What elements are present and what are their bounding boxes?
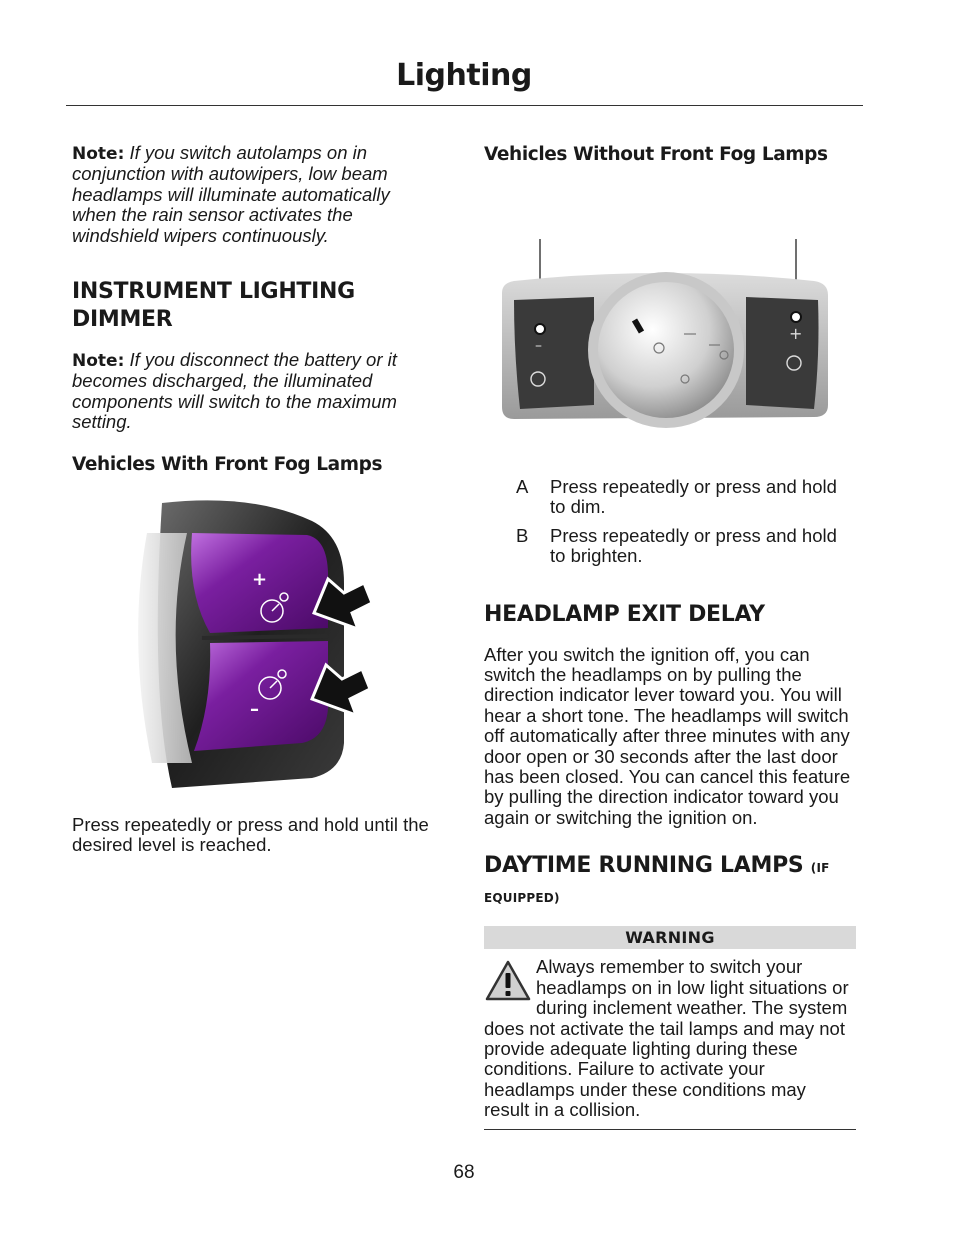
legend-text: Press repeatedly or press and hold to brighten. [550,524,837,567]
page-number: 68 [453,1162,475,1183]
minus-symbol: – [250,698,259,720]
warning-block [484,957,856,1120]
note-battery [72,350,432,433]
note-label: Note: [72,351,125,372]
legend-row [484,477,856,518]
plus-symbol: + [252,568,268,590]
legend-text: Press repeatedly or press and hold to dim. [550,476,837,518]
dial-minus-symbol: – [535,338,542,354]
note-body: If you switch autolamps on in conjunction with autowipers, low beam headlamps will illuminate automatically when the rain sensor activates the windshield wipers continuously. [72,142,390,246]
headlamp-switch-illustration [484,205,856,455]
warning-body: Always remember to switch your headlamps on in low light situations or during inclement weather. The system does not activate the tail lamps and may not provide adequate lighting during these conditions. Failure to activate your headlamps under these conditions may result in a collision. [484,956,849,1121]
legend-row [484,526,856,567]
section-heading-exit-delay: HEADLAMP EXIT DELAY [484,601,765,627]
callout-legend [484,477,856,567]
left-column [72,143,432,855]
subheading-without-fog-lamps: Vehicles Without Front Fog Lamps [484,144,828,165]
section-heading-instrument-dimmer: INSTRUMENT LIGHTING DIMMER [72,279,355,333]
callout-a-dot [535,324,545,334]
heading-main: DAYTIME RUNNING LAMPS [484,853,804,879]
note-autolamps [72,143,432,246]
note-body: If you disconnect the battery or it becomes discharged, the illuminated components will switch to the maximum setting. [72,349,397,433]
dimmer-switch-illustration [132,493,422,793]
dial-plus-symbol: + [789,324,803,343]
legend-key: A [516,476,529,497]
subheading-with-fog-lamps: Vehicles With Front Fog Lamps [72,453,383,475]
legend-key: B [516,524,529,546]
heading-if-equipped: (IF EQUIPPED) [484,861,830,906]
page-title: Lighting [396,58,532,93]
callout-b-dot [791,312,801,322]
warning-triangle-icon [484,959,532,1003]
title-divider [66,105,863,106]
dimmer-instruction: Press repeatedly or press and hold until the desired level is reached. [72,813,429,856]
note-label: Note: [72,144,125,164]
right-column [484,143,856,1130]
exit-delay-body: After you switch the ignition off, you can switch the headlamps on by pulling the direction indicator lever toward you. You will hear a short tone. The headlamps will switch off automatically after three minutes with any door open or 30 seconds after the last door has been closed. You can cancel this feature by pulling the direction indicator toward you again or switching the ignition on. [484,643,851,828]
warning-label-bar: WARNING [484,926,856,949]
warning-bottom-divider [484,1129,856,1130]
section-heading-daytime-running-lamps [484,852,856,912]
